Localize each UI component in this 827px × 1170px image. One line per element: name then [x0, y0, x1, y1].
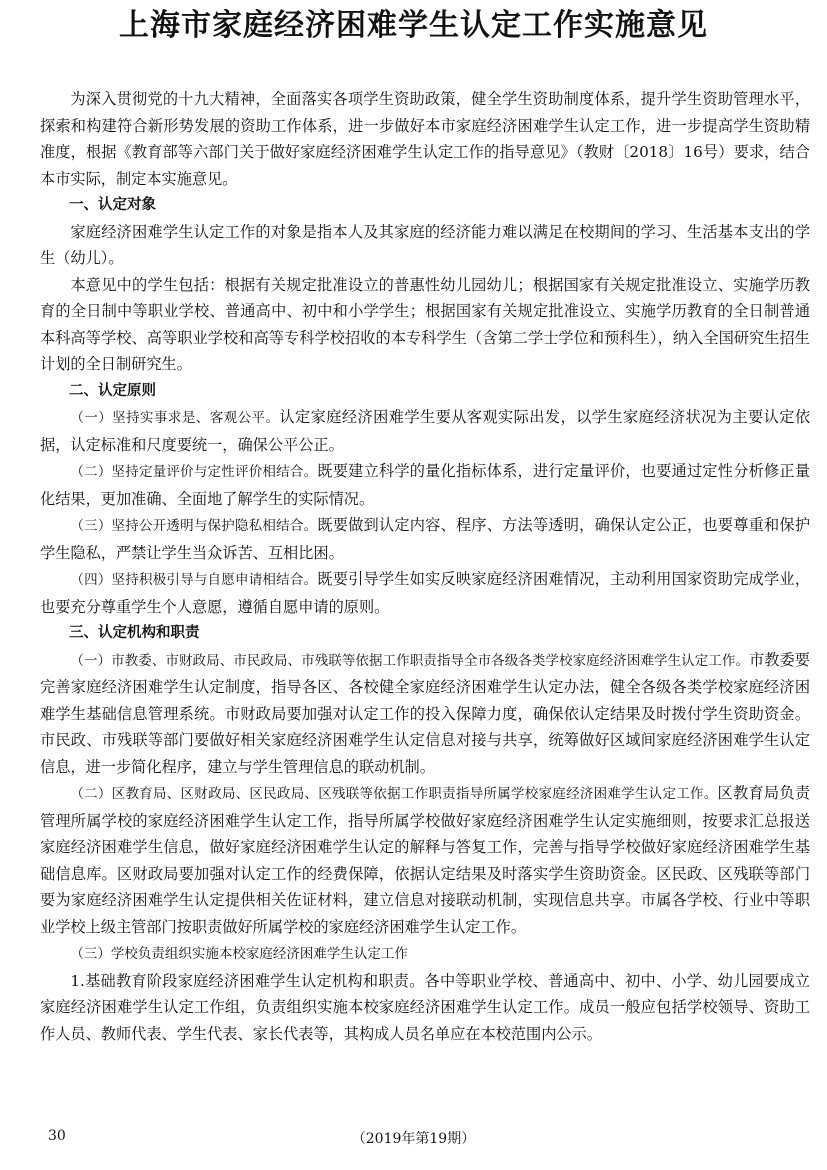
duty-item-1: [40, 647, 810, 781]
intro-paragraph: 为深入贯彻党的十九大精神，全面落实各项学生资助政策，健全学生资助制度体系，提升学生资助管理水平，探索和构建符合新形势发展的资助工作体系，进一步做好本市家庭经济困难学生认定工作，进一步提高学生资助精准度，根据《教育部等六部门关于做好家庭经济困难学生认定工作的指导意见》（教财〔2018〕16号）要求，结合本市实际，制定本实施意见。: [40, 90, 810, 188]
duty-text: 市教委要完善家庭经济困难学生认定制度，指导各区、各校健全家庭经济困难学生认定办法，健全各级各类学校家庭经济困难学生基础信息管理系统。市财政局要加强对认定工作的投入保障力度，确保依认定结果及时拨付学生资助资金。市民政、市残联等部门要做好相关家庭经济困难学生认定信息对接与共享，统筹做好区域间家庭经济困难学生认定信息，进一步简化程序，建立与学生管理信息的联动机制。: [40, 650, 810, 776]
duty-lead: （三）学校负责组织实施本校家庭经济困难学生认定工作: [70, 946, 408, 962]
document-title: 上海市家庭经济困难学生认定工作实施意见: [119, 8, 708, 43]
paragraph: 本意见中的学生包括：根据有关规定批准设立的普惠性幼儿园幼儿；根据国家有关规定批准设立、实施学历教育的全日制中等职业学校、普通高中、初中和小学学生；根据国家有关规定批准设立、实施学历教育的全日制普通本科高等学校、高等职业学校和高等专科学校招收的本专科学生（含第二学士学位和预科生），纳入全国研究生招生计划的全日制研究生。: [40, 275, 810, 373]
duty-item-2: [40, 780, 810, 940]
section-heading-2: 二、认定原则: [69, 382, 156, 399]
section-heading-1: 一、认定对象: [69, 197, 156, 213]
principle-item-1: [40, 404, 810, 458]
principle-text: 认定家庭经济困难学生要从客观实际出发，以学生家庭经济状况为主要认定依据，认定标准和尺度要统一，确保公平公正。: [40, 408, 811, 454]
principle-lead: （三）坚持公开透明与保护隐私相结合。: [70, 518, 318, 534]
paragraph-last: 1.基础教育阶段家庭经济困难学生认定机构和职责。各中等职业学校、普通高中、初中、小学、幼儿园要成立家庭经济困难学生认定工作组，负责组织实施本校家庭经济困难学生认定工作。成员一般应包括学校领导、资助工作人员、教师代表、学生代表、家长代表等，其构成人员名单应在本校范围内公示。: [40, 971, 810, 1043]
principle-text: 既要建立科学的量化指标体系，进行定量评价，也要通过定性分析修正量化结果，更加准确、全面地了解学生的实际情况。: [40, 462, 811, 508]
page-footer: [0, 1128, 827, 1150]
principle-text: 既要做到认定内容、程序、方法等透明，确保认定公正，也要尊重和保护学生隐私，严禁让学生当众诉苦、互相比困。: [40, 516, 811, 562]
page-number: 30: [48, 1128, 66, 1144]
section-heading-3: 三、认定机构和职责: [69, 625, 200, 641]
paragraph: 家庭经济困难学生认定工作的对象是指本人及其家庭的经济能力难以满足在校期间的学习、生活基本支出的学生（幼儿）。: [40, 222, 810, 267]
duty-lead: （一）市教委、市财政局、市民政局、市残联等依据工作职责指导全市各级各类学校家庭经济困难学生认定工作。: [70, 652, 750, 669]
duty-subheading-3: [40, 940, 810, 968]
document-body: [40, 86, 810, 1047]
principle-item-4: [40, 566, 810, 620]
issue-label: （2019年第19期）: [351, 1131, 476, 1147]
principle-lead: （一）坚持实事求是、客观公平。: [70, 410, 280, 426]
principle-item-3: [40, 512, 810, 566]
principle-text: 既要引导学生如实反映家庭经济困难情况，主动利用国家资助完成学业，也要充分尊重学生个人意愿，遵循自愿申请的原则。: [40, 570, 811, 616]
duty-lead: （二）区教育局、区财政局、区民政局、区残联等依据工作职责指导所属学校家庭经济困难学生认定工作。: [70, 786, 718, 802]
principle-lead: （四）坚持积极引导与自愿申请相结合。: [70, 572, 318, 588]
duty-text: 区教育局负责管理所属学校的家庭经济困难学生认定工作，指导所属学校做好家庭经济困难学生认定实施细则，按要求汇总报送家庭经济困难学生信息，做好家庭经济困难学生认定的解释与答复工作，完善与指导学校做好家庭经济困难学生基础信息库。区财政局要加强对认定工作的经费保障，依据认定结果及时落实学生资助资金。区民政、区残联等部门要为家庭经济困难学生认定提供相关佐证材料，建立信息对接联动机制，实现信息共享。市属各学校、行业中等职业学校上级主管部门按职责做好所属学校的家庭经济困难学生认定工作。: [40, 784, 811, 936]
principle-lead: （二）坚持定量评价与定性评价相结合。: [70, 464, 318, 480]
principle-item-2: [40, 458, 810, 512]
